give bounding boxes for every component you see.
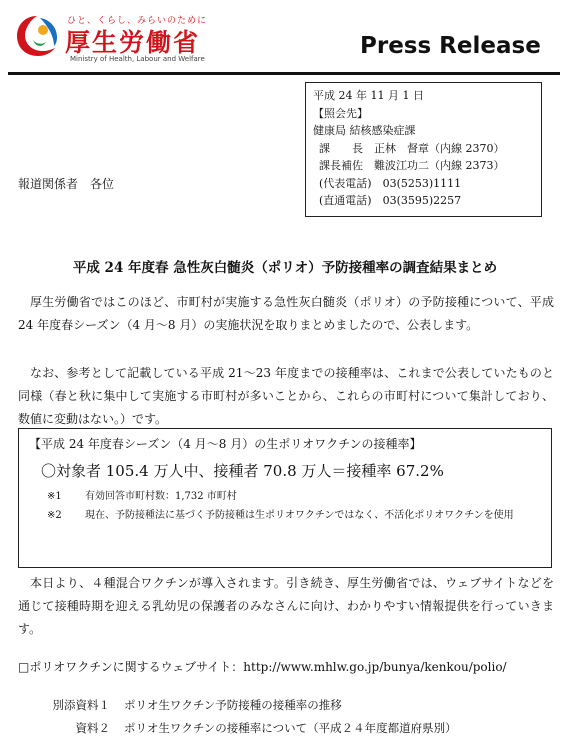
document-title: 平成 24 年度春 急性灰白髄炎（ポリオ）予防接種率の調査結果まとめ: [72, 260, 498, 276]
contact-line: 課長補佐 難波江功二（内線 2373）: [319, 159, 505, 172]
footnote-mark: ※2: [47, 510, 62, 521]
footnote: [29, 487, 541, 506]
logo-english-name: Ministry of Health, Labour and Welfare: [70, 55, 205, 63]
attachment-item: [30, 694, 457, 717]
contact-heading: 【照会先】: [313, 106, 368, 120]
website-reference[interactable]: □ポリオワクチンに関するウェブサイト：http://www.mhlw.go.jp/bunya/kenkou/polio/: [18, 660, 507, 674]
contact-department: 健康局 結核感染症課: [313, 124, 416, 137]
footnote-text: 有効回答市町村数：1,732 市町村: [85, 491, 237, 502]
attachments-list: [30, 694, 457, 740]
vaccination-rate-summary: 〇対象者 105.4 万人中、接種者 70.8 万人＝接種率 67.2%: [41, 462, 444, 480]
result-notes: [29, 487, 541, 525]
intro-paragraph: 厚生労働省ではこのほど、市町村が実施する急性灰白髄炎（ポリオ）の予防接種について、平成 24 年度春シーズン（4 月～8 月）の実施状況を取りまとめましたので、公表します。: [18, 295, 554, 332]
note-paragraph: なお、参考として記載している平成 21～23 年度までの接種率は、これまで公表していたものと同様（春と秋に集中して実施する市町村が多いことから、これらの市町村について集計しており、数値に変動はない。）です。: [18, 366, 554, 426]
result-heading: 【平成 24 年度春シーズン（4 月～8 月）の生ポリオワクチンの接種率】: [29, 437, 422, 451]
contact-box: [305, 82, 542, 217]
attachment-item: [30, 717, 457, 740]
announcement-paragraph: 本日より、４種混合ワクチンが導入されます。引き続き、厚生労働省では、ウェブサイトなどを通じて接種時期を迎える乳幼児の保護者のみなさんに向け、わかりやすい情報提供を行っていきます。: [18, 576, 554, 636]
addressee: 報道関係者 各位: [18, 177, 115, 191]
press-release-label: Press Release: [360, 33, 541, 59]
contact-line: 課 長 正林 督章（内線 2370）: [319, 141, 505, 155]
contact-line: (代表電話) 03(5253)1111: [319, 176, 462, 190]
footnote: [29, 506, 541, 525]
logo-name: 厚生労働省: [65, 28, 201, 57]
header-divider: [8, 72, 560, 75]
release-date: 平成 24 年 11 月 1 日: [313, 89, 424, 102]
result-box: [18, 428, 552, 568]
footnote-mark: ※1: [47, 491, 62, 502]
contact-line: (直通電話) 03(3595)2257: [319, 194, 462, 207]
attachment-label: 資料２: [75, 721, 110, 735]
attachment-title: ポリオ生ワクチン予防接種の接種率の推移: [124, 698, 342, 712]
mhlw-emblem-icon: [12, 10, 62, 60]
attachment-label: 別添資料１: [52, 698, 110, 712]
logo-tagline: ひと、くらし、みらいのために: [67, 16, 208, 26]
attachment-title: ポリオ生ワクチンの接種率について（平成２４年度都道府県別）: [124, 721, 457, 735]
footnote-text: 現在、予防接種法に基づく予防接種は生ポリオワクチンではなく、不活化ポリオワクチンを使用: [85, 510, 514, 521]
mhlw-logo: [12, 10, 212, 66]
